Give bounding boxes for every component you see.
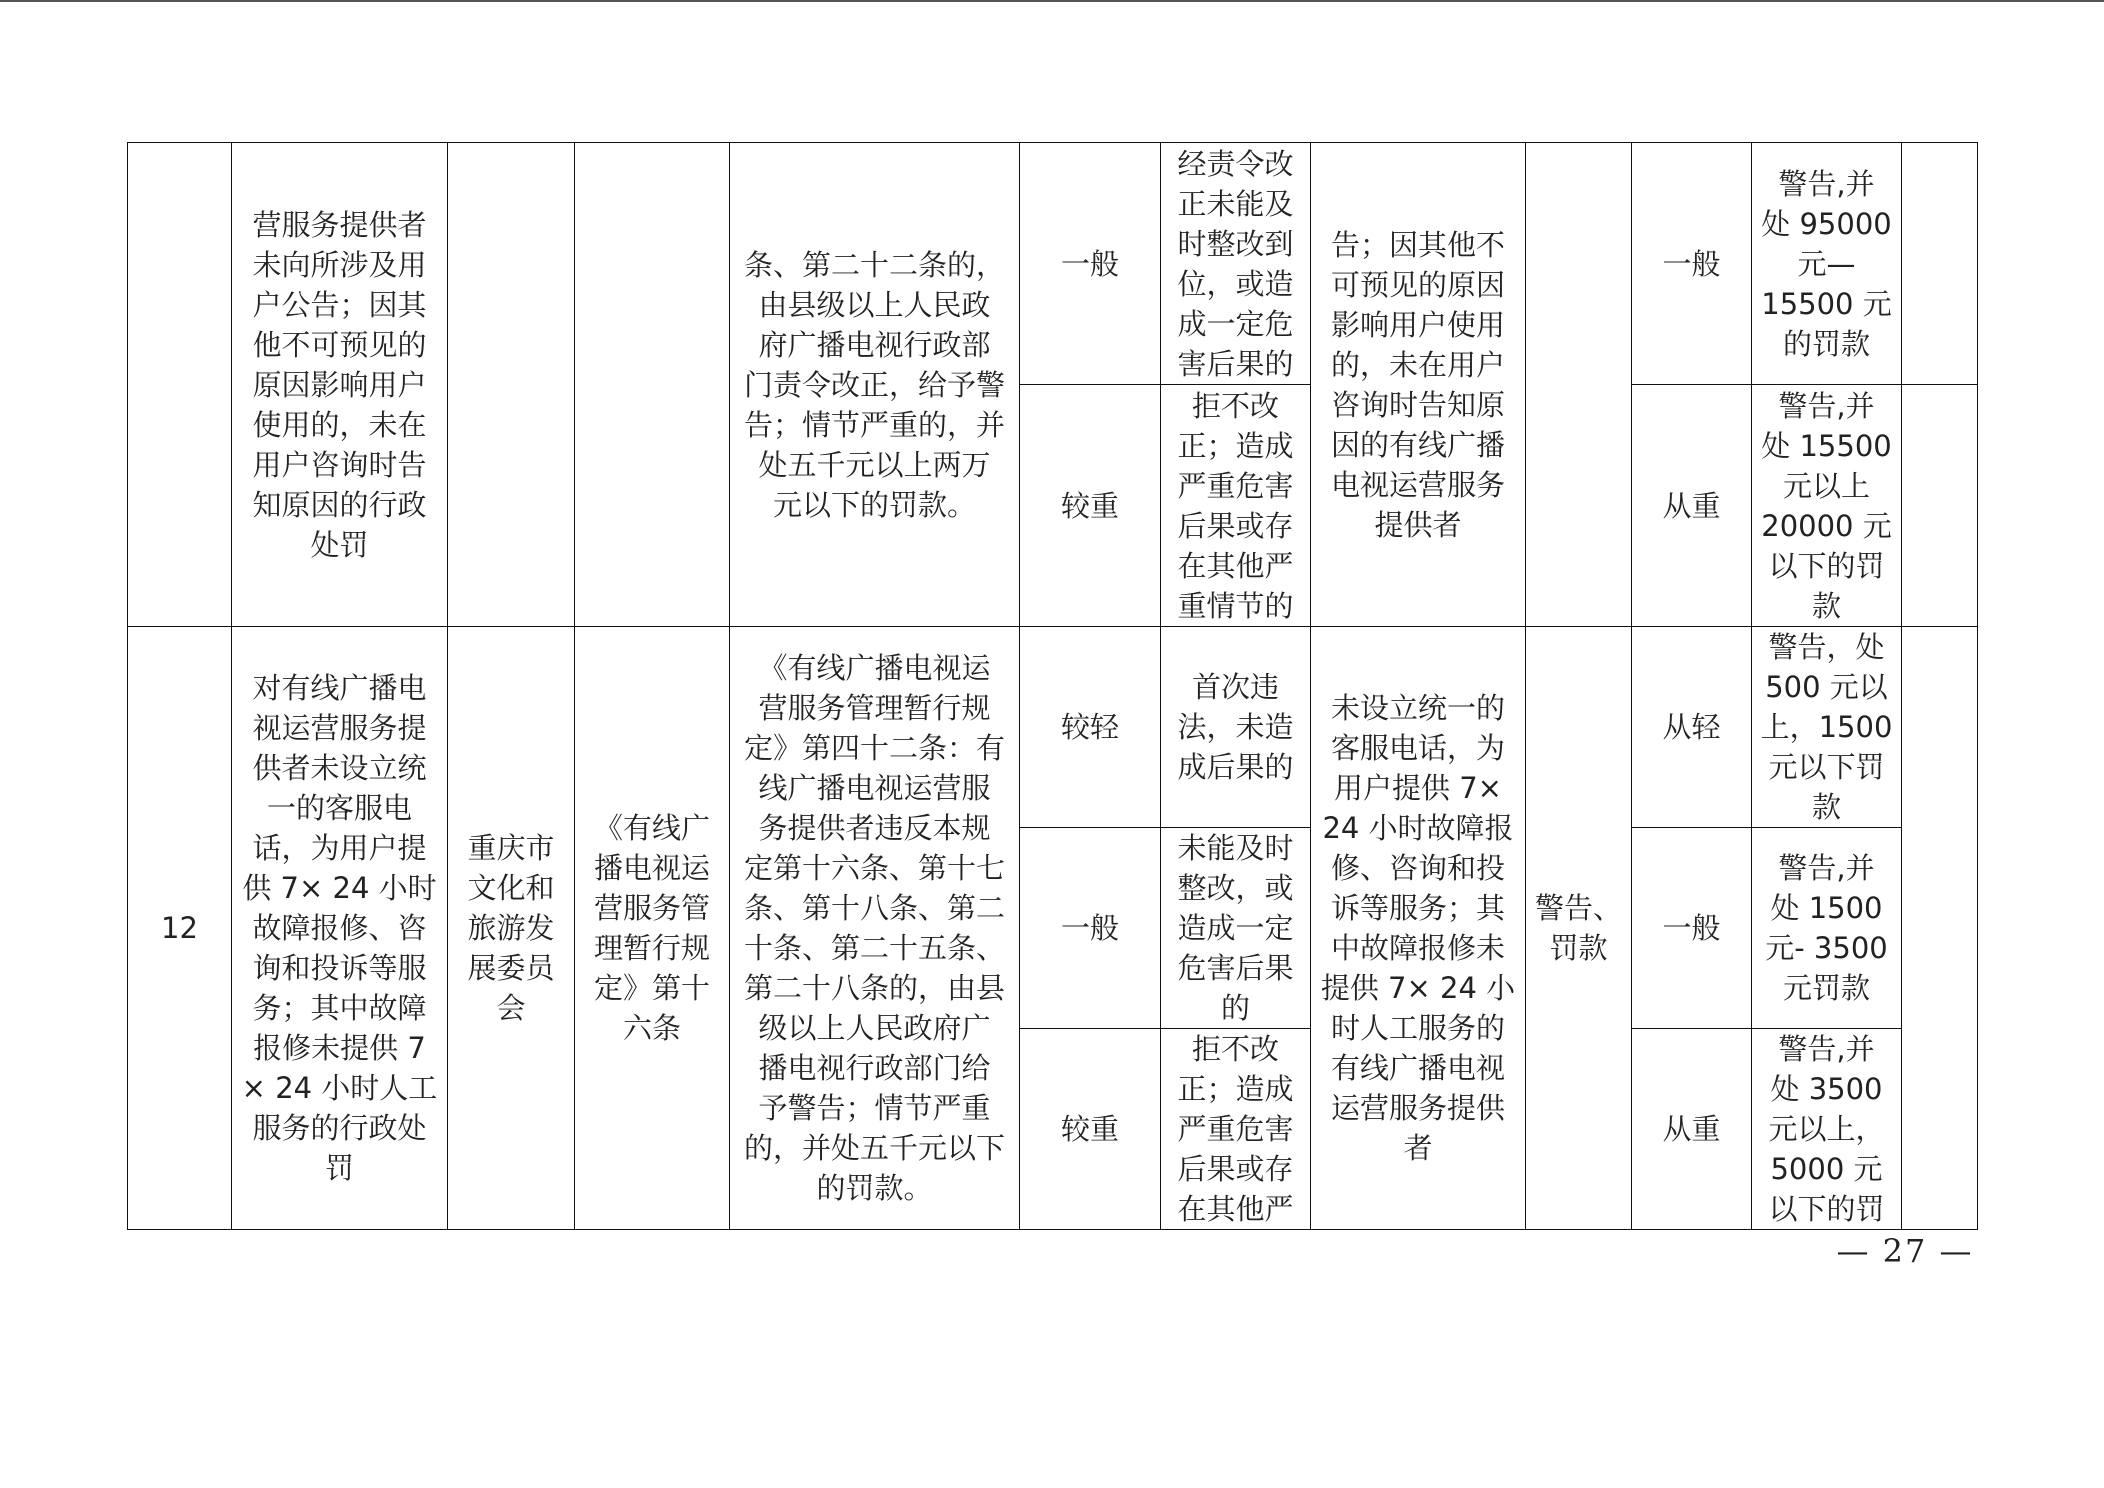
circumstance-cell: 未能及时 整改，或 造成一定 危害后果 的 — [1161, 828, 1311, 1029]
penalty-standard-cell: 警告,并 处 3500 元以上， 5000 元 以下的罚 — [1752, 1029, 1902, 1230]
page-number: — 27 — — [1836, 1232, 1974, 1270]
discretion-grade-cell: 一般 — [1632, 828, 1752, 1029]
subject-cell: 未设立统一的 客服电话，为 用户提供 7× 24 小时故障报 修、咨询和投 诉等服务；其 中故障报修未 提供 7× 24 小 时人工服务的 有线广播电视 运营服务提供 者 — [1311, 627, 1526, 1230]
circumstance-cell: 拒不改 正；造成 严重危害 后果或存 在其他严 — [1161, 1029, 1311, 1230]
item-name-cell: 营服务提供者 未向所涉及用 户公告；因其 他不可预见的 原因影响用户 使用的，未在 用户咨询时告 知原因的行政 处罚 — [232, 143, 448, 627]
circumstance-cell: 首次违 法，未造 成后果的 — [1161, 627, 1311, 828]
agency-cell — [448, 143, 575, 627]
penalty-standard-table — [127, 142, 1978, 1230]
violation-level-cell: 较重 — [1020, 385, 1161, 627]
discretion-grade-cell: 一般 — [1632, 143, 1752, 385]
row-number-cell: 12 — [128, 627, 232, 1230]
row-number-cell — [128, 143, 232, 627]
violation-level-cell: 较重 — [1020, 1029, 1161, 1230]
legal-basis-cell — [575, 143, 730, 627]
circumstance-cell: 拒不改 正；造成 严重危害 后果或存 在其他严 重情节的 — [1161, 385, 1311, 627]
penalty-type-cell — [1526, 143, 1632, 627]
penalty-standard-cell: 警告,并 处 1500 元- 3500 元罚款 — [1752, 828, 1902, 1029]
remark-cell — [1902, 627, 1978, 1230]
penalty-provision-cell: 条、第二十二条的， 由县级以上人民政 府广播电视行政部 门责令改正，给予警 告；情节严重的，并 处五千元以上两万 元以下的罚款。 — [730, 143, 1020, 627]
circumstance-cell: 经责令改 正未能及 时整改到 位，或造 成一定危 害后果的 — [1161, 143, 1311, 385]
penalty-standard-cell: 警告，处 500 元以 上，1500 元以下罚 款 — [1752, 627, 1902, 828]
penalty-standard-cell: 警告,并 处 95000 元— 15500 元 的罚款 — [1752, 143, 1902, 385]
violation-level-cell: 较轻 — [1020, 627, 1161, 828]
penalty-type-cell: 警告、 罚款 — [1526, 627, 1632, 1230]
discretion-grade-cell: 从重 — [1632, 385, 1752, 627]
violation-level-cell: 一般 — [1020, 828, 1161, 1029]
penalty-provision-cell: 《有线广播电视运 营服务管理暂行规 定》第四十二条：有 线广播电视运营服 务提供者违反本规 定第十六条、第十七 条、第十八条、第二 十条、第二十五条、 第二十八条的，由县 级以上人民政府广 播电视行政部门给 予警告；情节严重 的，并处五千元以下 的罚款。 — [730, 627, 1020, 1230]
legal-basis-cell: 《有线广 播电视运 营服务管 理暂行规 定》第十 六条 — [575, 627, 730, 1230]
remark-cell — [1902, 385, 1978, 627]
remark-cell — [1902, 143, 1978, 385]
table-row — [128, 627, 1978, 828]
discretion-grade-cell: 从重 — [1632, 1029, 1752, 1230]
item-name-cell: 对有线广播电 视运营服务提 供者未设立统 一的客服电 话，为用户提 供 7× 24 小时 故障报修、咨 询和投诉等服 务；其中故障 报修未提供 7 × 24 小时人工 服务的行政处 罚 — [232, 627, 448, 1230]
agency-cell: 重庆市 文化和 旅游发 展委员 会 — [448, 627, 575, 1230]
subject-cell: 告；因其他不 可预见的原因 影响用户使用 的，未在用户 咨询时告知原 因的有线广播 电视运营服务 提供者 — [1311, 143, 1526, 627]
violation-level-cell: 一般 — [1020, 143, 1161, 385]
discretion-grade-cell: 从轻 — [1632, 627, 1752, 828]
table-row — [128, 143, 1978, 385]
top-border-line — [0, 0, 2104, 2]
penalty-standard-cell: 警告,并 处 15500 元以上 20000 元 以下的罚 款 — [1752, 385, 1902, 627]
